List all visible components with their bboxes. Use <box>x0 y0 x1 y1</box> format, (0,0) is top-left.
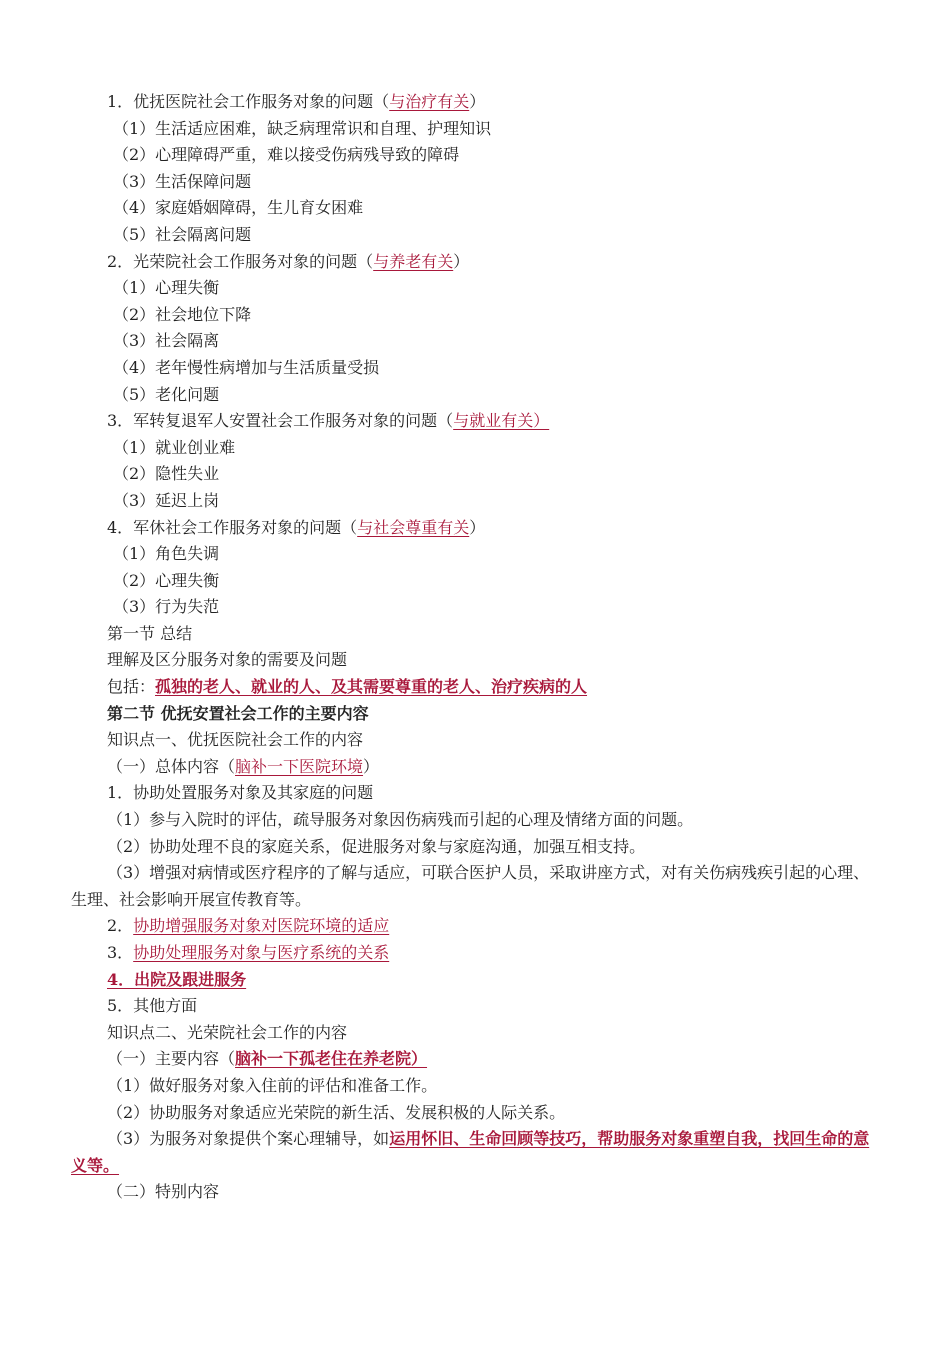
s1-title <box>71 89 883 116</box>
s1-item: （2）心理障碍严重，难以接受伤病残导致的障碍 <box>113 145 460 165</box>
point-4-highlight: 4．出院及跟进服务 <box>107 969 247 989</box>
s2-title-suffix: ） <box>453 251 470 271</box>
s1-item: （4）家庭婚姻障碍，生儿育女困难 <box>113 198 364 218</box>
s1-item: （3）生活保障问题 <box>113 171 252 191</box>
main-content <box>71 1046 883 1073</box>
s2-title-highlight: 与养老有关 <box>373 251 454 271</box>
main-item: （1）做好服务对象入住前的评估和准备工作。 <box>107 1075 438 1095</box>
point-4 <box>71 967 883 994</box>
s4-title-text: 4．军休社会工作服务对象的问题（ <box>107 517 358 537</box>
point-3 <box>71 940 883 967</box>
s3-item: （2）隐性失业 <box>113 464 220 484</box>
point-1: 1．协助处置服务对象及其家庭的问题 <box>107 783 374 803</box>
section2-heading: 第二节 优抚安置社会工作的主要内容 <box>107 703 369 723</box>
s3-title <box>71 408 883 435</box>
knowledge-point-2: 知识点二、光荣院社会工作的内容 <box>107 1022 348 1042</box>
overall-content-suffix: ） <box>363 756 380 776</box>
point-1-item: （1）参与入院时的评估，疏导服务对象因伤病残而引起的心理及情绪方面的问题。 <box>107 810 694 830</box>
s4-title-suffix: ） <box>469 517 486 537</box>
point-3-number: 3． <box>107 943 134 962</box>
s3-item: （1）就业创业难 <box>113 437 236 457</box>
point-2-number: 2． <box>107 916 134 936</box>
s3-item: （3）延迟上岗 <box>113 490 220 510</box>
summary-line: 理解及区分服务对象的需要及问题 <box>107 650 348 670</box>
overall-content-text: （一）总体内容（ <box>107 756 236 776</box>
main-item: （2）协助服务对象适应光荣院的新生活、发展积极的人际关系。 <box>107 1102 566 1122</box>
s2-item: （1）心理失衡 <box>113 278 220 298</box>
main-item-3-text: （3）为服务对象提供个案心理辅导，如 <box>107 1129 390 1149</box>
overall-content <box>71 754 883 781</box>
knowledge-point-1: 知识点一、优抚医院社会工作的内容 <box>107 730 364 750</box>
s4-item: （1）角色失调 <box>113 544 220 564</box>
point-1-item: （3）增强对病情或医疗程序的了解与适应，可联合医护人员，采取讲座方式，对有关伤病残疾引起的心理、生理、社会影响开展宣传教育等。 <box>71 863 870 909</box>
point-5: 5．其他方面 <box>107 996 198 1016</box>
s3-title-text: 3．军转复退军人安置社会工作服务对象的问题（ <box>107 411 454 431</box>
point-2 <box>71 913 883 940</box>
summary-include <box>71 674 883 701</box>
summary-title: 第一节 总结 <box>107 623 193 643</box>
s2-item: （5）老化问题 <box>113 384 220 404</box>
main-content-text: （一）主要内容（ <box>107 1049 236 1069</box>
overall-content-highlight: 脑补一下医院环境 <box>235 756 364 776</box>
s2-item: （4）老年慢性病增加与生活质量受损 <box>113 357 380 377</box>
s4-title-highlight: 与社会尊重有关 <box>357 517 470 537</box>
summary-include-highlight: 孤独的老人、就业的人、及其需要尊重的老人、治疗疾病的人 <box>155 677 588 697</box>
s2-item: （3）社会隔离 <box>113 331 220 351</box>
s1-title-text: 1．优抚医院社会工作服务对象的问题（ <box>107 92 390 111</box>
main-item-3-highlight: 运用怀旧、生命回顾等技巧，帮助服务对象重塑自我，找回生命的意义等。 <box>71 1129 870 1175</box>
s2-title-text: 2．光荣院社会工作服务对象的问题（ <box>107 251 374 271</box>
s4-item: （3）行为失范 <box>113 597 220 617</box>
point-2-highlight: 协助增强服务对象对医院环境的适应 <box>133 916 390 936</box>
s1-title-highlight: 与治疗有关 <box>389 92 470 111</box>
point-1-item: （2）协助处理不良的家庭关系，促进服务对象与家庭沟通，加强互相支持。 <box>107 836 646 856</box>
s4-item: （2）心理失衡 <box>113 570 220 590</box>
main-content-highlight: 脑补一下孤老住在养老院） <box>235 1049 428 1069</box>
s4-title <box>71 515 883 542</box>
s1-item: （5）社会隔离问题 <box>113 224 252 244</box>
summary-include-label: 包括： <box>107 677 156 697</box>
document-body <box>71 89 883 1206</box>
main-item <box>71 1126 883 1179</box>
point-3-highlight: 协助处理服务对象与医疗系统的关系 <box>133 943 390 962</box>
s2-item: （2）社会地位下降 <box>113 304 252 324</box>
s3-title-highlight: 与就业有关） <box>453 411 550 431</box>
s1-title-suffix: ） <box>469 92 486 111</box>
special-content: （二）特别内容 <box>107 1182 220 1202</box>
s1-item: （1）生活适应困难，缺乏病理常识和自理、护理知识 <box>113 118 492 138</box>
s2-title <box>71 249 883 276</box>
